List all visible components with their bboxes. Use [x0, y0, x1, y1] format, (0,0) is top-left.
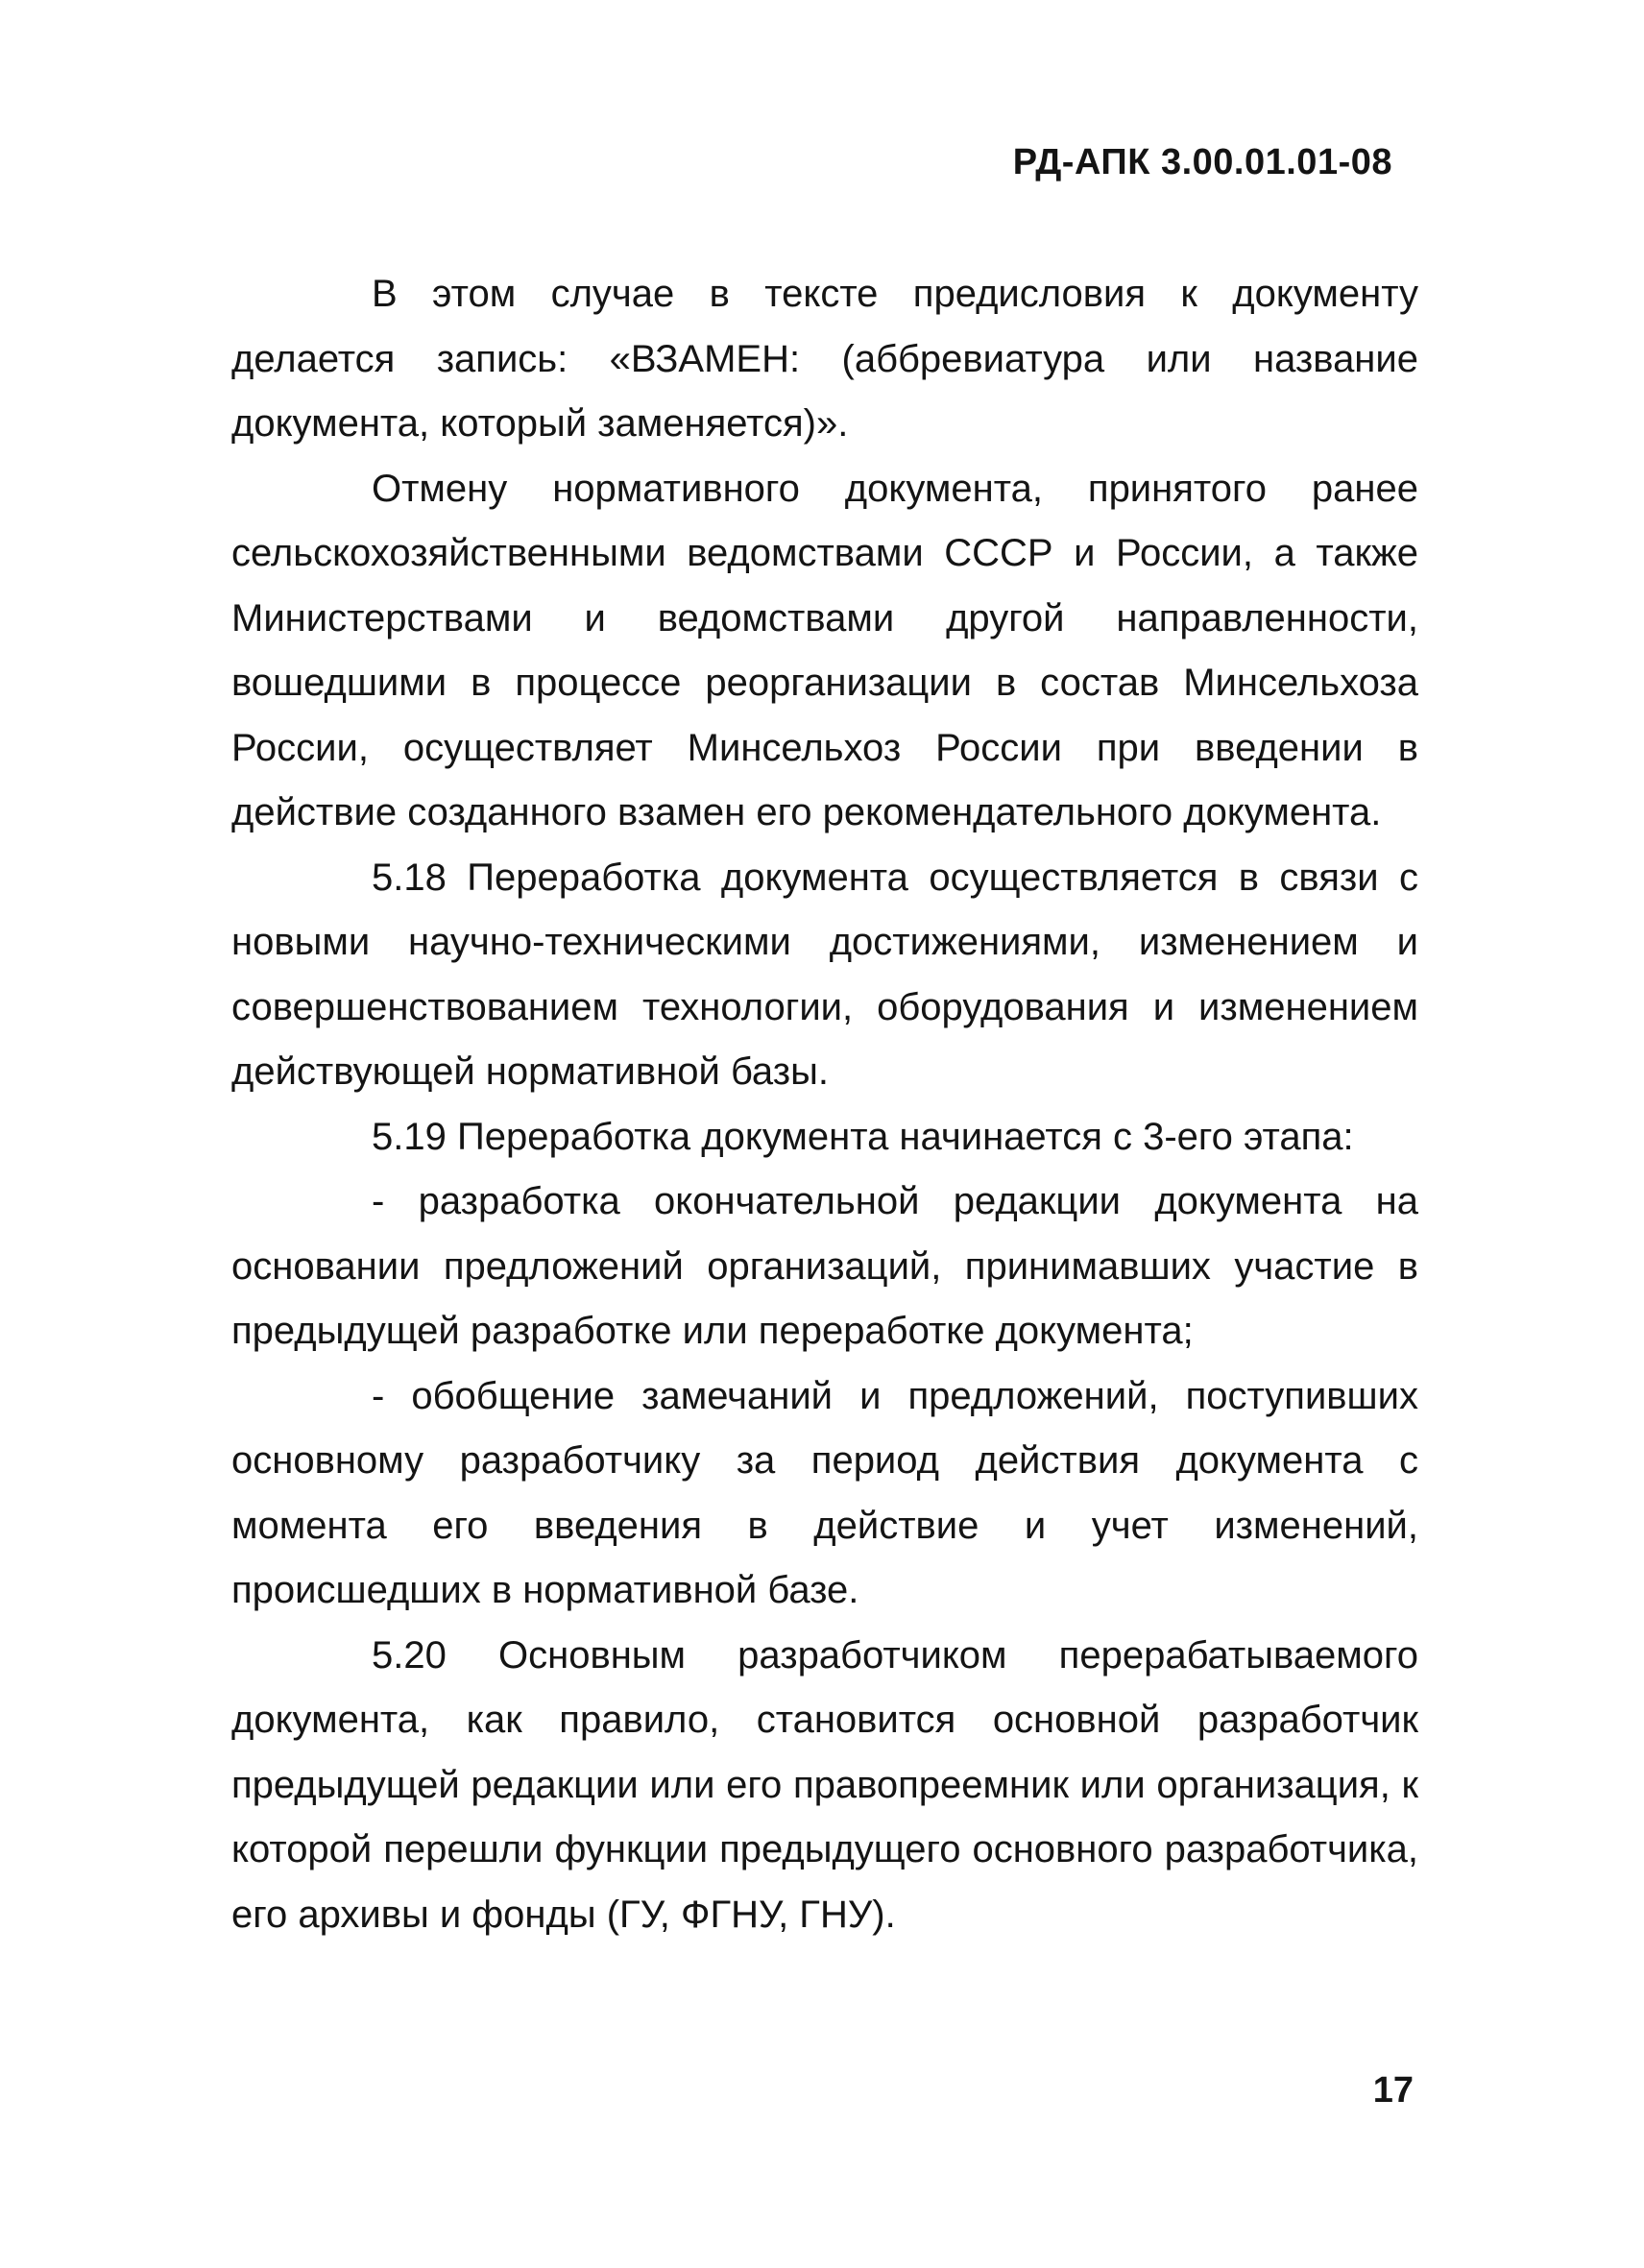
paragraph-5-20: 5.20 Основным разработчиком перерабатываемого документа, как правило, становится основной разработчик предыдущей редакции или его правопреемник или организация, к которой перешли функции предыдущего основного разработчика, его архивы и фонды (ГУ, ФГНУ, ГНУ).: [231, 1633, 1418, 1936]
paragraph-cancellation: Отмену нормативного документа, принятого ранее сельскохозяйственными ведомствами СССР и России, а также Министерствами и ведомствами другой направленности, вошедшими в процессе реорганизации в состав Минсельхоза России, осуществляет Минсельхоз России при введении в действие созданного взамен его рекомендательного документа.: [231, 467, 1418, 833]
page-body: [231, 262, 1418, 1947]
page-number: 17: [1372, 2070, 1414, 2111]
paragraph-5-18: 5.18 Переработка документа осуществляется в связи с новыми научно-техническими достижениями, изменением и совершенствованием технологии, оборудования и изменением действующей нормативной базы.: [231, 856, 1418, 1093]
document-code-header: РД-АПК 3.00.01.01-08: [1012, 142, 1392, 182]
list-item-summary-remarks: - обобщение замечаний и предложений, поступивших основному разработчику за период действия документа с момента его введения в действие и учет изменений, происшедших в нормативной базе.: [231, 1374, 1418, 1611]
paragraph-5-19: 5.19 Переработка документа начинается с 3-его этапа:: [372, 1115, 1354, 1158]
list-item-final-edition: - разработка окончательной редакции документа на основании предложений организаций, принимавших участие в предыдущей разработке или переработке документа;: [231, 1180, 1418, 1352]
paragraph-replacement-note: В этом случае в тексте предисловия к документу делается запись: «ВЗАМЕН: (аббревиатура или название документа, который заменяется)».: [231, 273, 1418, 445]
